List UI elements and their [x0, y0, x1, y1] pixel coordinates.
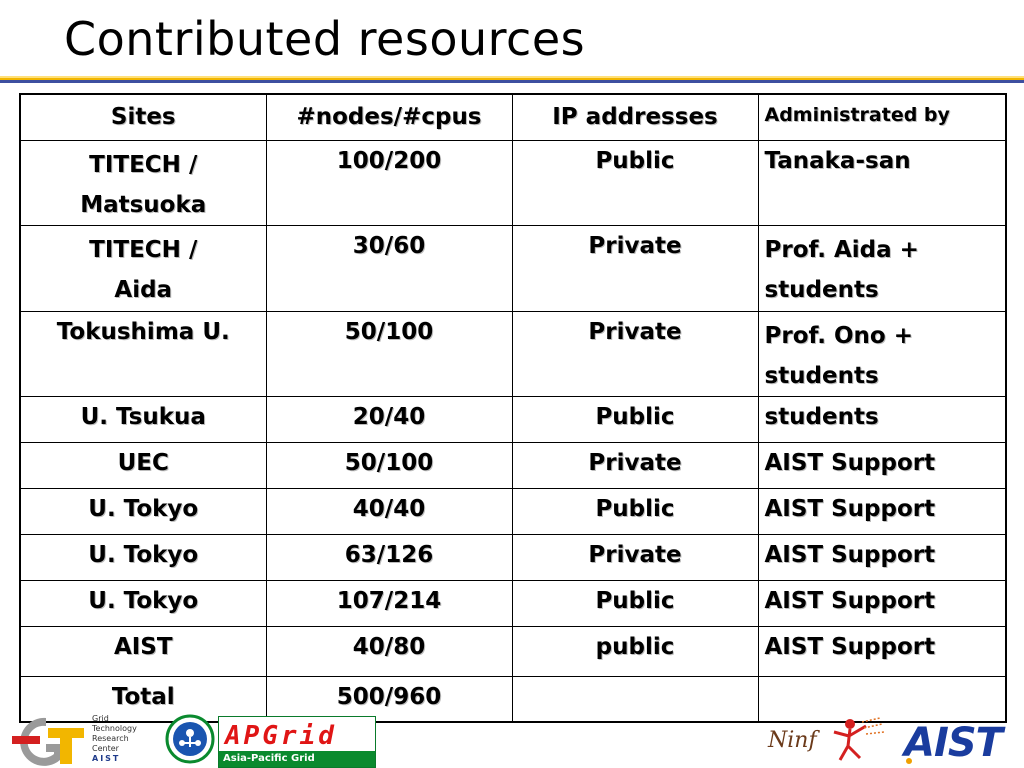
cell-site: U. Tokyo — [20, 580, 266, 626]
cell-administrated-by: AIST Support — [758, 442, 1006, 488]
table-header-row — [20, 94, 1006, 140]
table-row — [20, 140, 1006, 225]
cell-ip-address: Public — [512, 396, 758, 442]
cell-site: Total — [20, 676, 266, 722]
cell-administrated-by: AIST Support — [758, 626, 1006, 676]
table-body — [20, 140, 1006, 722]
cell-nodes-cpus: 50/100 — [266, 311, 512, 396]
cell-ip-address: Public — [512, 488, 758, 534]
gtrc-text — [92, 714, 137, 764]
apgrid-globe-icon — [165, 714, 215, 764]
table-row — [20, 626, 1006, 676]
cell-nodes-cpus: 30/60 — [266, 225, 512, 311]
cell-administrated-by: AIST Support — [758, 580, 1006, 626]
slide-title: Contributed resources — [64, 12, 586, 66]
cell-site: TITECH / Matsuoka — [20, 140, 266, 225]
gtrc-line-center: Center — [92, 744, 119, 753]
gtrc-line-research: Research — [92, 734, 129, 743]
cell-ip-address: public — [512, 626, 758, 676]
cell-nodes-cpus: 40/40 — [266, 488, 512, 534]
cell-administrated-by: Tanaka-san — [758, 140, 1006, 225]
cell-ip-address: Private — [512, 442, 758, 488]
cell-nodes-cpus: 50/100 — [266, 442, 512, 488]
cell-nodes-cpus: 100/200 — [266, 140, 512, 225]
cell-site: U. Tsukua — [20, 396, 266, 442]
apgrid-tagline: Asia-Pacific Grid — [219, 751, 375, 767]
cell-nodes-cpus: 107/214 — [266, 580, 512, 626]
cell-administrated-by: Prof. Aida + students — [758, 225, 1006, 311]
cell-nodes-cpus: 63/126 — [266, 534, 512, 580]
apgrid-wordmark: APGrid — [225, 721, 337, 751]
cell-ip-address: Private — [512, 534, 758, 580]
cell-site: TITECH / Aida — [20, 225, 266, 311]
apgrid-logo — [218, 716, 376, 768]
cell-administrated-by: Prof. Ono + students — [758, 311, 1006, 396]
cell-nodes-cpus: 500/960 — [266, 676, 512, 722]
cell-ip-address: Public — [512, 140, 758, 225]
table-row — [20, 488, 1006, 534]
cell-administrated-by: AIST Support — [758, 534, 1006, 580]
header-nodes-cpus: #nodes/#cpus — [266, 94, 512, 140]
cell-administrated-by: students — [758, 396, 1006, 442]
ninf-wordmark: Ninf — [768, 728, 817, 753]
gtrc-line-grid: Grid — [92, 714, 109, 723]
gtrc-line-technology: Technology — [92, 724, 137, 733]
table-row — [20, 311, 1006, 396]
gtrc-line-aist: AIST — [92, 754, 121, 763]
cell-site: Tokushima U. — [20, 311, 266, 396]
cell-nodes-cpus: 40/80 — [266, 626, 512, 676]
resources-table — [19, 93, 1007, 723]
cell-site: AIST — [20, 626, 266, 676]
table-row — [20, 534, 1006, 580]
table-row — [20, 225, 1006, 311]
cell-ip-address: Private — [512, 311, 758, 396]
title-rule — [0, 76, 1024, 84]
cell-site: U. Tokyo — [20, 534, 266, 580]
cell-ip-address: Public — [512, 580, 758, 626]
cell-administrated-by: AIST Support — [758, 488, 1006, 534]
footer-logos — [0, 712, 1024, 768]
cell-nodes-cpus: 20/40 — [266, 396, 512, 442]
cell-site: U. Tokyo — [20, 488, 266, 534]
cell-ip-address: Private — [512, 225, 758, 311]
table-row — [20, 396, 1006, 442]
ninf-figure-icon — [820, 714, 886, 764]
aist-logo: AIST — [904, 720, 1002, 766]
table-row — [20, 580, 1006, 626]
header-sites: Sites — [20, 94, 266, 140]
cell-site: UEC — [20, 442, 266, 488]
header-ip-addresses: IP addresses — [512, 94, 758, 140]
table-row — [20, 442, 1006, 488]
header-administrated-by: Administrated by — [758, 94, 1006, 140]
gtrc-logo-icon — [2, 714, 90, 766]
